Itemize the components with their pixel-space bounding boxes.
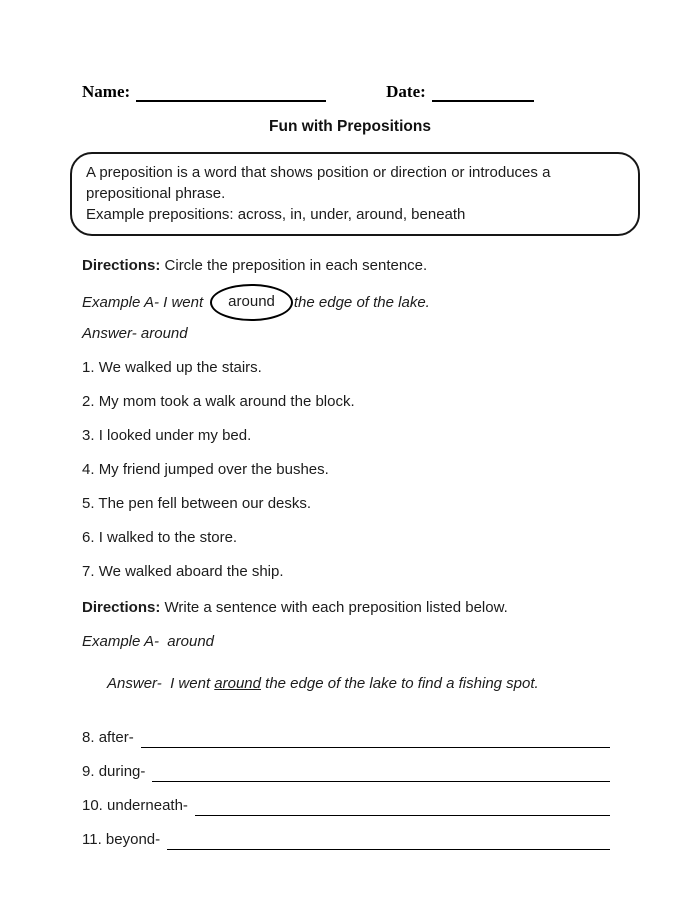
section1-directions	[82, 256, 610, 276]
answer-underlined-word: around	[214, 675, 261, 692]
section2-example: Example A- around	[82, 633, 215, 650]
section2-directions	[82, 598, 610, 618]
fill-item	[82, 762, 610, 782]
answer-blank-line	[152, 766, 610, 782]
sentence-text: The pen fell between our desks.	[98, 495, 312, 512]
circled-word: around	[210, 284, 293, 321]
name-field-blank	[136, 85, 326, 102]
sentence-number: 7.	[82, 563, 95, 580]
section1-answer: Answer- around	[82, 325, 188, 342]
answer-prefix: Answer- I went	[107, 675, 215, 692]
sentence-row	[82, 426, 610, 446]
definition-examples: Example prepositions: across, in, under, around, beneath	[86, 206, 466, 223]
item-number: 10.	[82, 797, 103, 814]
fill-item	[82, 728, 610, 748]
worksheet-title: Fun with Prepositions	[269, 118, 431, 135]
date-field-blank	[432, 85, 534, 102]
sentence-number: 4.	[82, 461, 95, 478]
name-label: Name:	[82, 82, 131, 101]
sentence-row	[82, 460, 610, 480]
directions-text: Circle the preposition in each sentence.	[160, 257, 428, 274]
sentence-text: I looked under my bed.	[98, 427, 252, 444]
sentence-number: 1.	[82, 359, 95, 376]
example-prefix: Example A- I went	[82, 293, 204, 311]
answer-blank-line	[167, 834, 610, 850]
item-word: beyond-	[105, 831, 161, 848]
item-word: after-	[98, 729, 134, 746]
fill-item	[82, 796, 610, 816]
sentence-text: We walked aboard the ship.	[98, 563, 284, 580]
fill-item	[82, 830, 610, 850]
example-suffix: the edge of the lake.	[293, 293, 430, 311]
sentence-number: 5.	[82, 495, 95, 512]
header-row	[82, 0, 700, 102]
sentence-text: My friend jumped over the bushes.	[98, 461, 329, 478]
sentence-row	[82, 528, 610, 548]
item-word: during-	[98, 763, 146, 780]
date-label: Date:	[386, 82, 426, 101]
sentence-number: 6.	[82, 529, 95, 546]
sentence-number: 3.	[82, 427, 95, 444]
directions-label: Directions:	[82, 257, 161, 274]
sentence-number: 2.	[82, 393, 95, 410]
definition-box	[70, 152, 640, 236]
section1-example	[82, 284, 610, 321]
sentence-row	[82, 392, 610, 412]
answer-blank-line	[195, 800, 610, 816]
definition-text: A preposition is a word that shows position or direction or introduces a prepositional phrase.	[86, 164, 551, 202]
directions-label: Directions:	[82, 599, 161, 616]
sentence-text: My mom took a walk around the block.	[98, 393, 355, 410]
worksheet-body	[82, 256, 610, 850]
item-number: 8.	[82, 729, 95, 746]
directions-text: Write a sentence with each preposition listed below.	[160, 599, 508, 616]
sentence-text: I walked to the store.	[98, 529, 238, 546]
answer-blank-line	[141, 732, 610, 748]
answer-suffix: the edge of the lake to find a fishing spot.	[261, 675, 539, 692]
item-number: 11.	[82, 831, 102, 848]
item-number: 9.	[82, 763, 95, 780]
item-word: underneath-	[107, 797, 188, 814]
section2-answer	[82, 654, 610, 714]
sentence-text: We walked up the stairs.	[98, 359, 262, 376]
sentence-row	[82, 562, 610, 582]
sentence-row	[82, 494, 610, 514]
sentence-row	[82, 358, 610, 378]
